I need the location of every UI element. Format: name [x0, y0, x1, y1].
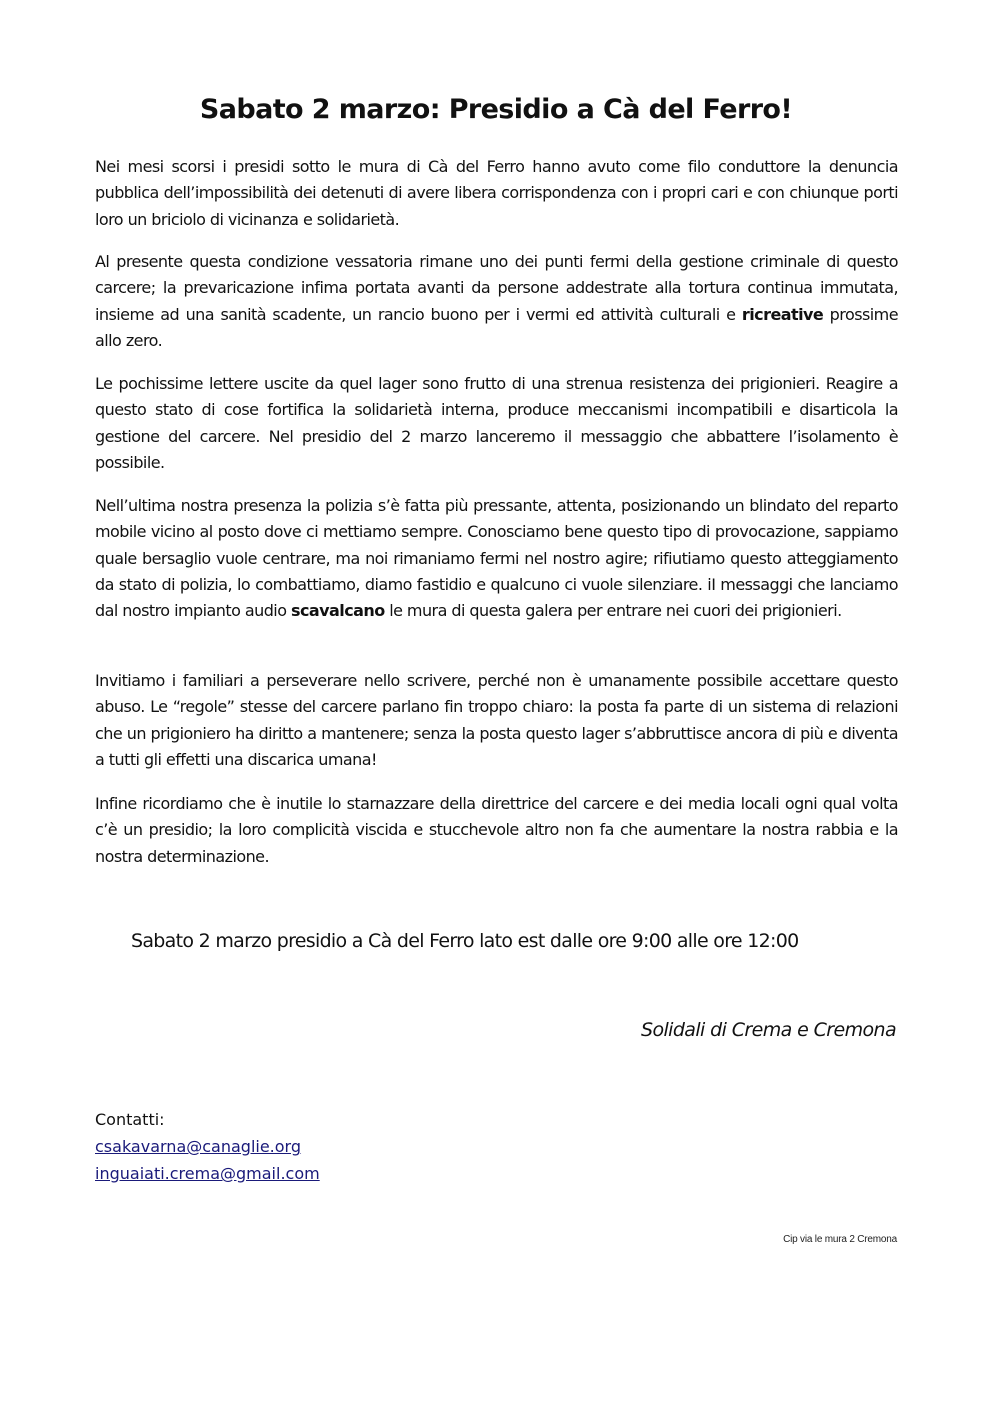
signature: Solidali di Crema e Cremona [641, 1019, 896, 1041]
email-link-csakavarna[interactable]: csakavarna@canaglie.org [95, 1137, 302, 1156]
paragraph-text: Le pochissime lettere uscite da quel lager sono frutto di una strenua resistenza dei prigionieri. Reagire a questo stato di cose fortifica la solidarietà interna, produce meccanismi incompatibili e disarticola la gestione del carcere. Nel presidio del 2 marzo lanceremo il messaggio che abbattere l’isolamento è possibile. [95, 374, 898, 472]
paragraph-text: Nell’ultima nostra presenza la polizia s’è fatta più pressante, attenta, posizionando un blindato del reparto mobile vicino al posto dove ci mettiamo sempre. Conosciamo bene questo tipo di provocazione, sappiamo quale bersaglio vuole centrare, ma noi rimaniamo fermi nel nostro agire; rifiutiamo questo atteggiamento da stato di polizia, lo combattiamo, diamo fastidio e qualcuno ci vuole silenziare. iI messaggi che lanciamo dal nostro impianto audio [95, 496, 898, 621]
bold-text: scavalcano [290, 601, 385, 621]
contacts-block [95, 1106, 320, 1187]
document-title: Sabato 2 marzo: Presidio a Cà del Ferro! [199, 94, 793, 125]
event-line: Sabato 2 marzo presidio a Cà del Ferro lato est dalle ore 9:00 alle ore 12:00 [131, 930, 799, 952]
paragraph-text: Infine ricordiamo che è inutile lo starnazzare della direttrice del carcere e dei media locali ogni qual volta c’è un presidio; la loro complicità viscida e stucchevole altro non fa che aumentare la nostra rabbia e la nostra determinazione. [95, 794, 898, 866]
paragraph-text: Al presente questa condizione vessatoria rimane uno dei punti fermi della gestione criminale di questo carcere; la prevaricazione infima portata avanti da persone addestrate alla tortura continua immutata, insieme ad una sanità scadente, un rancio buono per i vermi ed attività culturali e [95, 252, 898, 324]
paragraph-4 [95, 493, 898, 624]
contacts-label: Contatti: [95, 1110, 165, 1129]
paragraph-text: le mura di questa galera per entrare nei cuori dei prigionieri. [384, 601, 842, 621]
paragraph-2 [95, 249, 898, 354]
paragraph-text: Nei mesi scorsi i presidi sotto le mura di Cà del Ferro hanno avuto come filo conduttore la denuncia pubblica dell’impossibilità dei detenuti di avere libera corrispondenza con i propri cari e con chiunque porti loro un briciolo di vicinanza e solidarietà. [95, 157, 898, 229]
email-link-inguaiati[interactable]: inguaiati.crema@gmail.com [95, 1164, 320, 1183]
paragraph-text: Invitiamo i familiari a perseverare nello scrivere, perché non è umanamente possibile accettare questo abuso. Le “regole” stesse del carcere parlano fin troppo chiaro: la posta fa parte di un sistema di relazioni che un prigioniero ha diritto a mantenere; senza la posta questo lager s’abbruttisce ancora di più e diventa a tutti gli effetti una discarica umana! [95, 671, 898, 769]
footer-note: Cip via le mura 2 Cremona [783, 1234, 897, 1245]
paragraph-1 [95, 154, 898, 233]
paragraph-3 [95, 371, 898, 476]
paragraph-5 [95, 668, 898, 773]
paragraph-text: prossime allo zero. [95, 304, 898, 350]
paragraph-6 [95, 791, 898, 870]
bold-text: ricreative [741, 304, 824, 324]
